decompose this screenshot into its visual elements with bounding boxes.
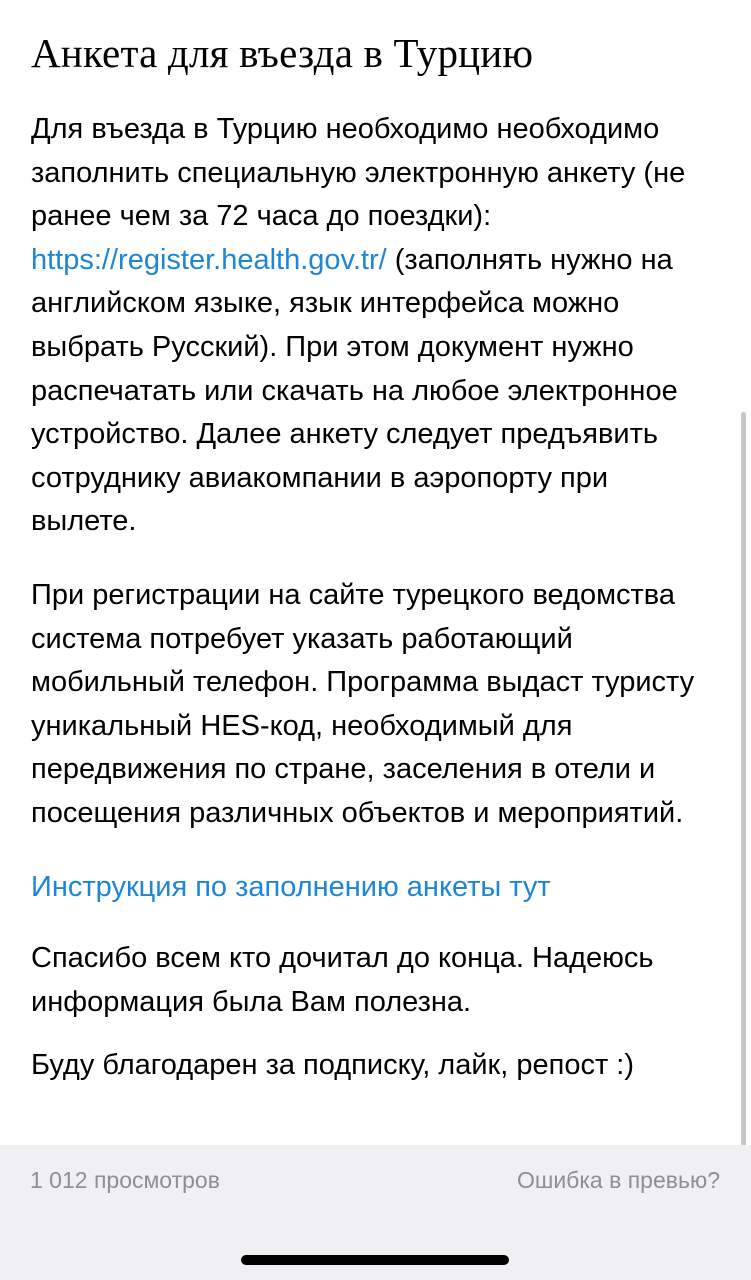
home-indicator[interactable] (241, 1255, 509, 1265)
paragraph-subscribe: Буду благодарен за подписку, лайк, репост :) (31, 1049, 634, 1082)
register-health-link[interactable]: https://register.health.gov.tr/ (31, 243, 387, 276)
paragraph-thanks: Спасибо всем кто дочитал до конца. Надеюсь информация была Вам полезна. (31, 942, 654, 1018)
scrollbar[interactable] (741, 412, 746, 1152)
paragraph-entry-form (31, 108, 721, 544)
article-title: Анкета для въезда в Турцию (31, 30, 534, 76)
paragraph-hes-code: При регистрации на сайте турецкого ведомства система потребует указать работающий мобильный телефон. Программа выдаст туристу уникальный HES-код, необходимый для передвижения по стране, заселения в отели и посещения различных объектов и мероприятий. (31, 578, 695, 829)
preview-error-link[interactable]: Ошибка в превью? (516, 1167, 720, 1193)
paragraph-entry-form-text-after: (заполнять нужно на английском языке, язык интерфейса можно выбрать Русский). При этом документ нужно распечатать или скачать на любое электронное устройство. Далее анкету следует предъявить сотруднику авиакомпании в аэропорту при вылете. (31, 243, 678, 538)
instructions-paragraph (31, 866, 721, 910)
instructions-link[interactable]: Инструкция по заполнению анкеты тут (31, 870, 551, 903)
paragraph-entry-form-text-before: Для въезда в Турцию необходимо необходимо заполнить специальную электронную анкету (не ранее чем за 72 часа до поездки): (31, 113, 686, 233)
article-body[interactable] (31, 24, 721, 1118)
views-count: 1 012 просмотров (30, 1167, 220, 1193)
